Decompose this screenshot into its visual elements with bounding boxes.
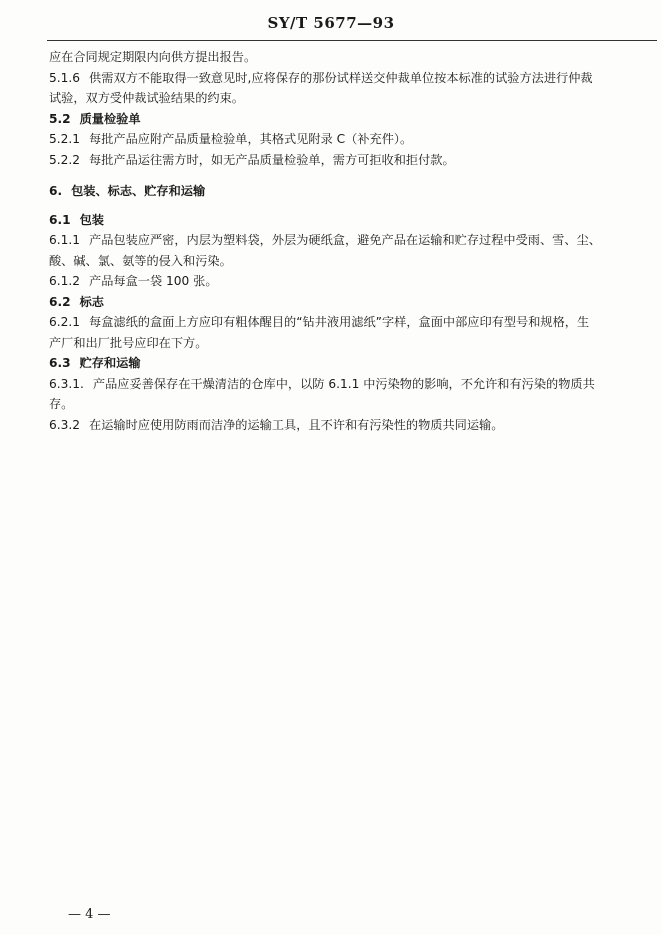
section-title: 质量检验单 (79, 111, 141, 126)
section-heading-6-3 (49, 353, 657, 374)
clause-number: 6.3.1. (49, 376, 84, 391)
section-number: 6.2 (49, 294, 71, 309)
clause-number: 6.1.1 (49, 233, 81, 247)
chapter-title: 包装、标志、贮存和运输 (71, 184, 206, 198)
clause-6-1-1 (49, 230, 657, 251)
clause-number: 5.2.2 (49, 152, 81, 167)
clause-number: 5.2.1 (49, 132, 81, 146)
clause-text: 产品应妥善保存在干燥清洁的仓库中，以防 6.1.1 中污染物的影响，不允许和有污染的物质共 (92, 376, 595, 391)
clause-6-3-1 (49, 374, 657, 395)
clause-text: 每批产品应附产品质量检验单，其格式见附录 C（补充件）。 (89, 132, 413, 146)
chapter-number: 6. (49, 184, 63, 198)
clause-text: 产品每盒一袋 100 张。 (89, 274, 218, 288)
section-number: 6.3 (49, 356, 71, 370)
clause-text: 产品包装应严密，内层为塑料袋，外层为硬纸盒，避免产品在运输和贮存过程中受雨、雪、尘、 (89, 233, 601, 247)
clause-number: 6.3.2 (49, 417, 81, 432)
page-number: — 4 — (68, 907, 111, 922)
section-title: 包装 (79, 212, 104, 227)
clause-5-1-6 (49, 68, 657, 89)
clause-6-2-1 (49, 312, 657, 333)
section-heading-5-2 (49, 109, 657, 130)
clause-6-1-2 (49, 271, 657, 292)
section-title: 贮存和运输 (79, 356, 141, 370)
clause-6-3-2 (49, 415, 657, 436)
page-body (49, 47, 657, 435)
header-divider (47, 40, 657, 41)
paragraph-line: 应在合同规定期限内向供方提出报告。 (49, 50, 257, 64)
clause-text: 每批产品运往需方时，如无产品质量检验单，需方可拒收和拒付款。 (89, 152, 455, 167)
clause-text: 每盒滤纸的盒面上方应印有粗体醒目的“钻井液用滤纸”字样，盒面中部应印有型号和规格，生 (89, 315, 590, 329)
section-heading-6-2 (49, 292, 657, 313)
section-number: 6.1 (49, 212, 71, 227)
section-number: 5.2 (49, 111, 71, 126)
page-header-title: SY/T 5677—93 (267, 14, 395, 32)
clause-text: 在运输时应使用防雨而洁净的运输工具，且不许和有污染性的物质共同运输。 (89, 417, 504, 432)
clause-5-2-1 (49, 129, 657, 150)
clause-number: 6.1.2 (49, 274, 81, 288)
section-title: 标志 (79, 294, 104, 309)
section-heading-6-1 (49, 210, 657, 231)
paragraph-line: 酸、碱、氯、氨等的侵入和污染。 (49, 253, 232, 268)
chapter-heading-6 (49, 181, 657, 202)
clause-number: 5.1.6 (49, 70, 81, 85)
paragraph-line: 产厂和出厂批号应印在下方。 (49, 335, 208, 350)
clause-number: 6.2.1 (49, 315, 81, 329)
paragraph-line: 存。 (49, 397, 74, 411)
clause-text: 供需双方不能取得一致意见时,应将保存的那份试样送交仲裁单位按本标准的试验方法进行仲裁 (89, 70, 593, 85)
paragraph-line: 试验，双方受仲裁试验结果的约束。 (49, 91, 244, 105)
clause-5-2-2 (49, 150, 657, 171)
